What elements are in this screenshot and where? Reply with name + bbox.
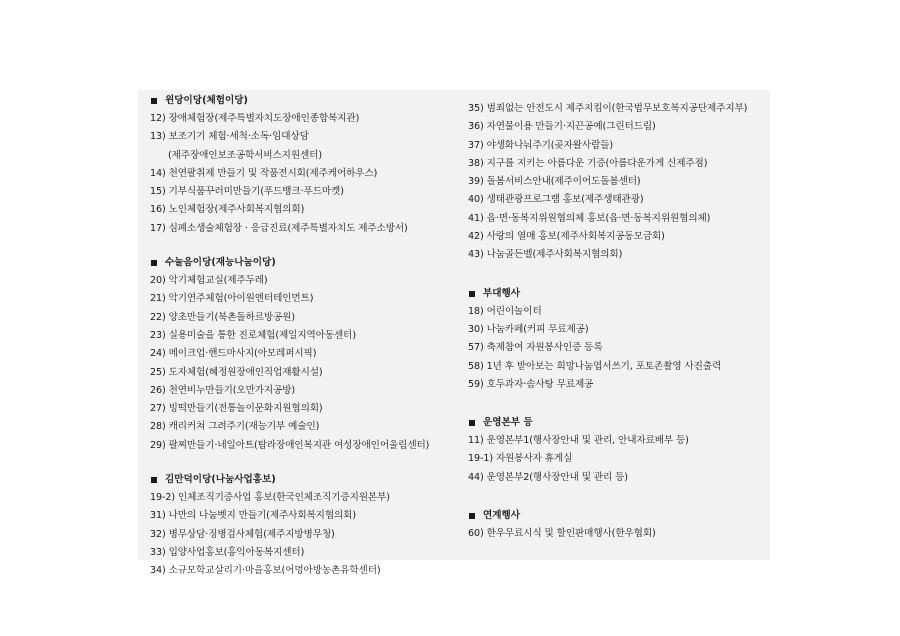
section-linked-events	[468, 507, 768, 543]
list-item: 43) 나눔골든벨(제주사회복지협의회)	[468, 249, 623, 261]
list-item: 23) 실용미술을 통한 진로체험(제일지역아동센터)	[150, 329, 356, 341]
list-item: 28) 캐리커쳐 그려주기(재능기부 예술인)	[150, 421, 320, 433]
list-item: (제주장애인보조공학서비스지원센터)	[168, 149, 322, 161]
section-heading	[468, 507, 768, 525]
list-item: 31) 나만의 나눔벳지 만들기(제주사회복지협의회)	[150, 510, 356, 522]
list-item: 38) 지구를 지키는 아름다운 기증(아름다운가게 신제주점)	[468, 157, 708, 169]
section-heading-text: 김만덕이당(나눔사업홍보)	[165, 474, 276, 486]
list-item: 57) 축제참여 자원봉사인증 등록	[468, 342, 603, 354]
square-bullet-icon	[151, 260, 157, 266]
list-item: 21) 악기연주체험(아이원엔터테인먼트)	[150, 293, 314, 305]
list-item: 24) 메이크업·핸드마사지(아모레퍼시픽)	[150, 348, 317, 360]
list-item: 37) 야생화나눠주기(곶자왈사람들)	[468, 139, 614, 151]
section-sharing-promotion	[150, 471, 466, 580]
section-heading-text: 연계행사	[483, 510, 521, 522]
list-item: 41) 읍·면·동복지위원협의체 홍보(읍·면·동복지위원협의체)	[468, 212, 711, 224]
square-bullet-icon	[469, 513, 475, 519]
list-item: 35) 범죄없는 안전도시 제주지킴이(한국법무보호복지공단제주지부)	[468, 103, 748, 114]
square-bullet-icon	[469, 291, 475, 297]
list-item: 19-2) 인체조직기증사업 홍보(한국인체조직기증지원본부)	[150, 492, 390, 504]
section-operations	[468, 414, 768, 487]
list-item: 44) 운영본부2(행사장안내 및 관리 등)	[468, 471, 628, 483]
list-item: 12) 장애체험장(제주특별자치도장애인종합복지관)	[150, 113, 360, 124]
list-item: 15) 기부식품꾸러미만들기(푸드뱅크·푸드마켓)	[150, 186, 344, 198]
section-heading	[468, 285, 768, 303]
list-item: 14) 천연팔취제 만들기 및 작품전시회(제주케어하우스)	[150, 167, 378, 179]
list-item: 40) 생태관광프로그램 홍보(제주생태관광)	[468, 194, 644, 206]
section-heading	[150, 92, 466, 110]
list-item: 13) 보조기기 체험·세척·소독·임대상담	[150, 131, 309, 143]
list-item: 25) 도자체험(혜정원장애인직업재활시설)	[150, 366, 323, 378]
list-item: 22) 양초만들기(북촌돌하르방공원)	[150, 311, 296, 323]
list-item: 34) 소규모학교살리기·마을홍보(어멍아방농촌유학센터)	[150, 565, 381, 577]
list-item: 33) 입양사업홍보(홍익아동복지센터)	[150, 546, 305, 558]
section-experience	[150, 92, 466, 238]
list-item: 17) 심폐소생술체험장 · 응급진료(제주특별자치도 제주소방서)	[150, 222, 408, 234]
list-item: 42) 사랑의 열매 홍보(제주사회복지공동모금회)	[468, 231, 665, 243]
right-column	[468, 100, 768, 543]
list-item: 29) 팔찌만들기·네일아트(탐라장애인복지관 여성장애인어울림센터)	[150, 439, 430, 451]
list-item: 26) 천연비누만들기(오만가지공방)	[150, 384, 296, 396]
program-list-panel	[138, 90, 770, 577]
list-item: 19-1) 자원봉사자 휴게실	[468, 453, 573, 465]
section-heading	[150, 471, 466, 489]
list-item: 39) 돌봄서비스안내(제주이어도돌봄센터)	[468, 176, 641, 188]
list-item: 60) 한우무료시식 및 할인판매행사(한우협회)	[468, 528, 656, 540]
list-item: 20) 악기체험교실(제주두레)	[150, 275, 268, 287]
section-heading-text: 윈당이당(체험이당)	[165, 95, 248, 106]
section-heading-text: 부대행사	[483, 287, 521, 299]
list-item: 32) 병무상담·징병검사체험(제주지방병무청)	[150, 528, 335, 540]
list-item: 30) 나눔카페(커피 무료제공)	[468, 323, 589, 335]
list-item: 59) 호두과자·솜사탕 무료제공	[468, 378, 594, 390]
square-bullet-icon	[151, 98, 157, 104]
list-item: 18) 어린이놀이터	[468, 305, 542, 317]
section-talent-sharing	[150, 254, 466, 455]
section-side-events	[468, 285, 768, 394]
section-continued-items	[468, 100, 768, 265]
section-heading-text: 수눌음이당(재능나눔이당)	[165, 257, 276, 269]
list-item: 11) 운영본부1(행사장안내 및 관리, 안내자료배부 등)	[468, 435, 689, 447]
section-heading-text: 운영본부 등	[483, 417, 533, 429]
square-bullet-icon	[151, 477, 157, 483]
list-item: 16) 노인체험장(제주사회복지협의회)	[150, 204, 305, 216]
list-item: 36) 자연물이용 만들기·지끈공예(그린터드림)	[468, 121, 656, 133]
list-item: 58) 1년 후 받아보는 희망나눔엽서쓰기, 포토존촬영 사진출력	[468, 360, 722, 372]
section-heading	[150, 254, 466, 272]
section-heading	[468, 414, 768, 432]
square-bullet-icon	[469, 420, 475, 426]
list-item: 27) 빙떡만들기(전통놀이문화지원협의회)	[150, 403, 323, 415]
left-column	[150, 92, 466, 581]
